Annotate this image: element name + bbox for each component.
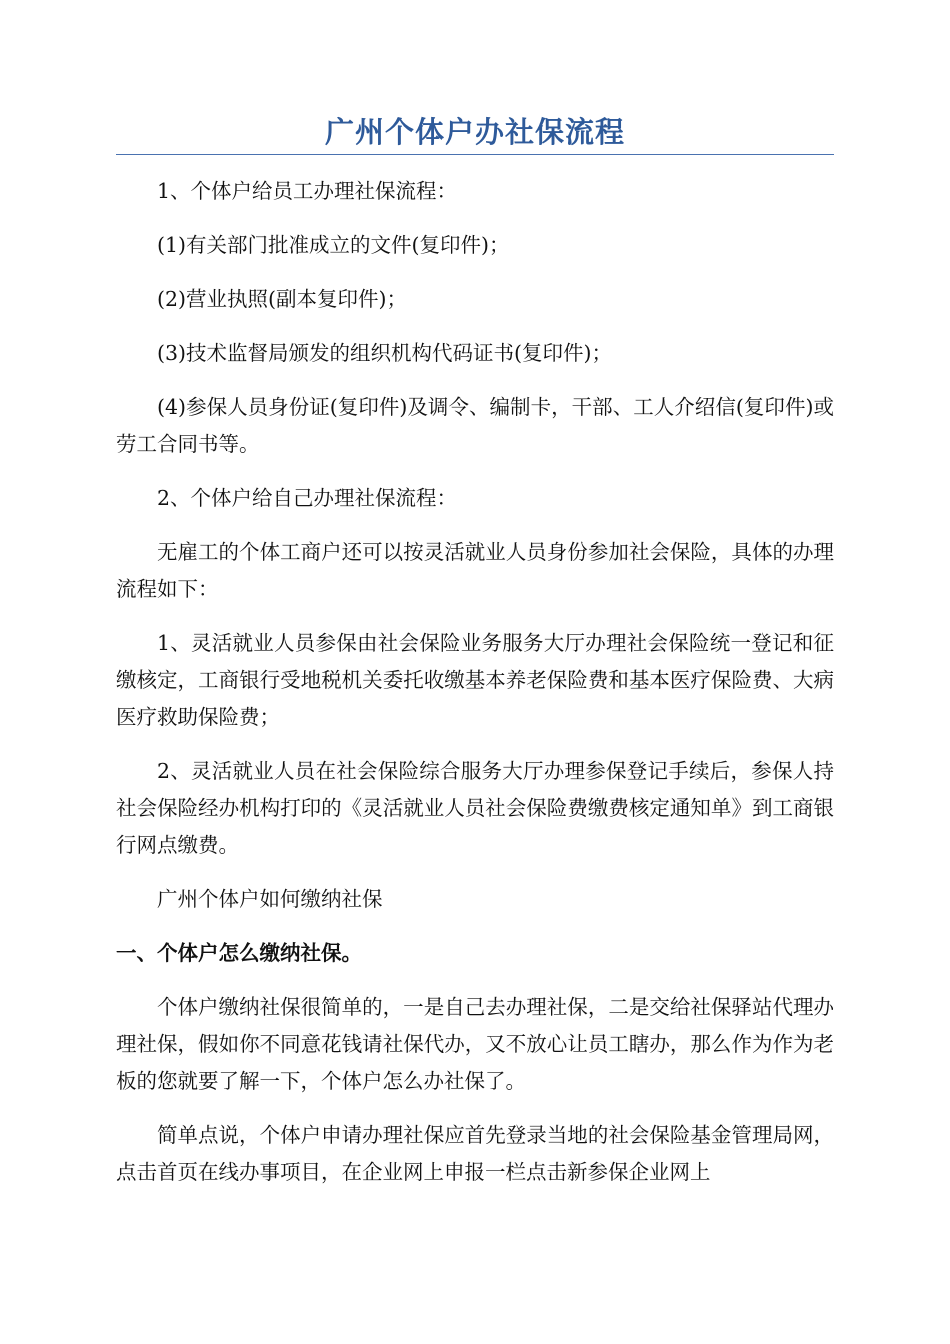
paragraph-how-to-pay: 个体户缴纳社保很简单的，一是自己去办理社保，二是交给社保驿站代理办理社保，假如你不同意花钱请社保代办，又不放心让员工瞎办，那么作为作为老板的您就要了解一下，个体户怎么办社保了。 [116,995,834,1093]
document-page [116,112,834,1208]
paragraph-item-3: (3)技术监督局颁发的组织机构代码证书(复印件)； [157,341,613,365]
title-underline [116,154,834,155]
document-title: 广州个体户办社保流程 [324,115,625,149]
paragraph-self-process: 2、个体户给自己办理社保流程： [157,486,458,510]
paragraph-flexible-step-2: 2、灵活就业人员在社会保险综合服务大厅办理参保登记手续后，参保人持社会保险经办机构打印的《灵活就业人员社会保险费缴费核定通知单》到工商银行网点缴费。 [116,759,834,857]
paragraph-flexible-intro: 无雇工的个体工商户还可以按灵活就业人员身份参加社会保险，具体的办理流程如下： [116,540,834,601]
paragraph-item-2: (2)营业执照(副本复印件)； [157,287,408,311]
paragraph-employee-process: 1、个体户给员工办理社保流程： [157,179,458,203]
paragraph-item-1: (1)有关部门批准成立的文件(复印件)； [157,233,510,257]
paragraph-item-4: (4)参保人员身份证(复印件)及调令、编制卡，干部、工人介绍信(复印件)或劳工合同书等。 [116,395,834,456]
section-heading-1: 一、个体户怎么缴纳社保。 [116,941,362,965]
paragraph-subtitle: 广州个体户如何缴纳社保 [157,887,383,911]
paragraph-flexible-step-1: 1、灵活就业人员参保由社会保险业务服务大厅办理社会保险统一登记和征缴核定，工商银行受地税机关委托收缴基本养老保险费和基本医疗保险费、大病医疗救助保险费； [116,631,834,729]
paragraph-simple-steps: 简单点说，个体户申请办理社保应首先登录当地的社会保险基金管理局网，点击首页在线办事项目，在企业网上申报一栏点击新参保企业网上 [116,1123,834,1184]
